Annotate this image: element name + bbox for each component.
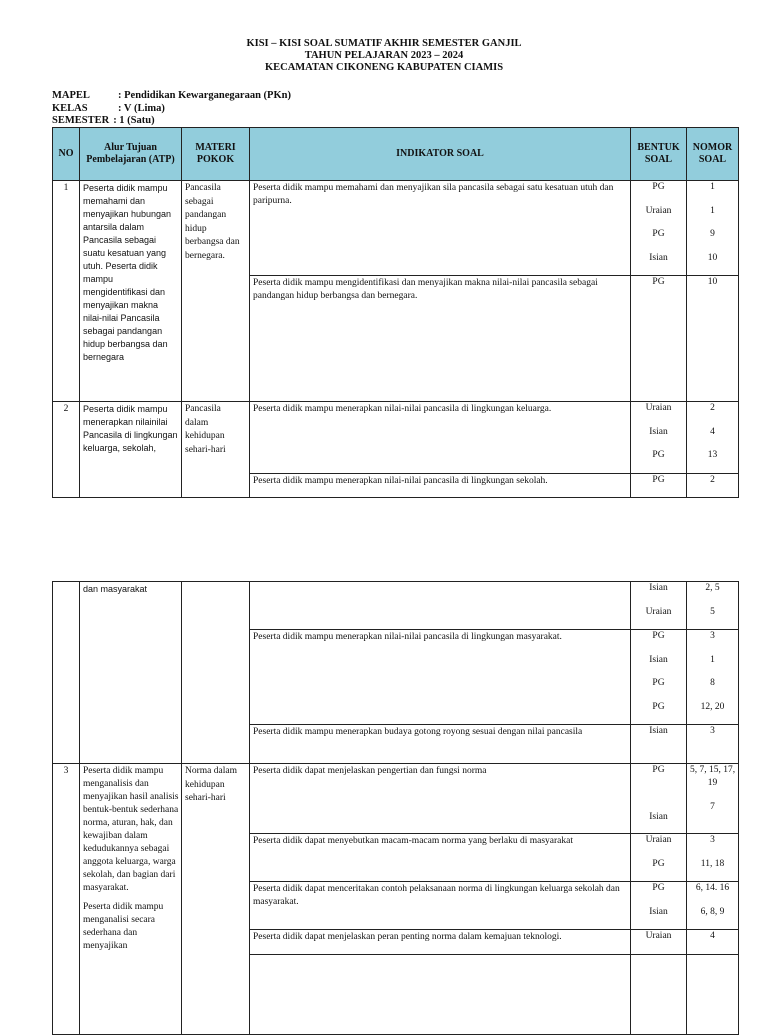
semester-label: SEMESTER <box>52 115 110 126</box>
bentuk-value: Isian <box>649 654 668 665</box>
nomor-cell <box>687 955 739 1035</box>
materi-cell: Pancasila dalam kehidupan sehari-hari <box>182 402 250 498</box>
nomor-value: 8 <box>710 678 715 688</box>
row-number: 3 <box>53 764 80 1035</box>
nomor-value: 1 <box>710 654 715 665</box>
atp-cell: Peserta didik mampu memahami dan menyajikan hubungan antarsila dalam Pancasila sebagai suatu kesatuan yang utuh. Peserta didik mampu mengidentifikasi dan menyajikan makna nilai-nilai Pancasila sebagai pandangan hidup berbangsa dan bernegara <box>80 181 182 402</box>
indicator-cell: Peserta didik mampu menerapkan nilai-nilai pancasila di lingkungan sekolah. <box>250 474 631 498</box>
nomor-cell: 3 <box>687 725 739 764</box>
bentuk-value: Uraian <box>645 403 672 413</box>
nomor-cell <box>687 402 739 474</box>
bentuk-value: Isian <box>649 583 668 593</box>
mapel-value: : Pendidikan Kewarganegaraan (PKn) <box>118 90 291 101</box>
atp-paragraph: Peserta didik mampu menganalisi secara sederhana dan menyajikan <box>83 902 164 951</box>
indicator-cell: Peserta didik mampu menerapkan budaya gotong royong sesuai dengan nilai pancasila <box>250 725 631 764</box>
bentuk-value: Isian <box>649 812 668 822</box>
col-indikator: INDIKATOR SOAL <box>250 128 631 181</box>
indicator-cell: Peserta didik mampu mengidentifikasi dan menyajikan makna nilai-nilai pancasila sebagai pandangan hidup berbangsa dan bernegara. <box>250 276 631 402</box>
table-row <box>53 582 739 630</box>
bentuk-value: PG <box>652 883 665 893</box>
nomor-value: 5 <box>710 606 715 617</box>
bentuk-value: Uraian <box>645 835 672 845</box>
subject-info <box>52 90 291 128</box>
nomor-cell <box>687 582 739 630</box>
nomor-value: 5, 7, 15, 17, 19 <box>689 765 736 788</box>
row-number: 1 <box>53 181 80 402</box>
row-number: 2 <box>53 402 80 498</box>
bentuk-cell <box>631 955 687 1035</box>
nomor-value: 2, 5 <box>705 583 720 593</box>
bentuk-value: PG <box>652 229 665 239</box>
nomor-cell <box>687 834 739 882</box>
atp-paragraph: Peserta didik mampu menganalisis dan menyajikan hasil analisis bentuk-bentuk sederhana norma, aturan, hak, dan kewajiban dalam kedudukannya sebagai anggota keluarga, warga sekolah, dan bagian dari masyarakat. <box>83 766 179 893</box>
nomor-cell: 2 <box>687 474 739 498</box>
table-row <box>53 402 739 474</box>
nomor-value: 12, 20 <box>700 701 725 712</box>
bentuk-cell <box>631 181 687 276</box>
indicator-cell: Peserta didik dapat menceritakan contoh pelaksanaan norma di lingkungan keluarga sekolah dan masyarakat. <box>250 882 631 930</box>
bentuk-cell: PG <box>631 474 687 498</box>
kelas-value: : V (Lima) <box>118 102 165 114</box>
bentuk-value: PG <box>652 631 665 641</box>
bentuk-value: PG <box>652 450 665 460</box>
nomor-cell <box>687 764 739 834</box>
indicator-cell: Peserta didik dapat menjelaskan peran penting norma dalam kemajuan teknologi. <box>250 930 631 955</box>
bentuk-value: PG <box>652 701 665 712</box>
nomor-cell <box>687 181 739 276</box>
materi-cell: Norma dalam kehidupan sehari-hari <box>182 764 250 1035</box>
bentuk-value: Isian <box>649 426 668 437</box>
nomor-value: 9 <box>710 229 715 239</box>
bentuk-value: Isian <box>649 252 668 263</box>
title-line-1: KISI – KISI SOAL SUMATIF AKHIR SEMESTER GANJIL <box>246 38 522 49</box>
nomor-value: 1 <box>710 205 715 216</box>
materi-cell: Pancasila sebagai pandangan hidup berbangsa dan bernegara. <box>182 181 250 402</box>
nomor-cell <box>687 882 739 930</box>
table-row <box>53 764 739 834</box>
col-no: NO <box>53 128 80 181</box>
col-nomor: NOMOR SOAL <box>687 128 739 181</box>
bentuk-value: PG <box>652 182 665 192</box>
nomor-value: 3 <box>710 631 715 641</box>
nomor-value: 3 <box>710 835 715 845</box>
nomor-cell <box>687 630 739 725</box>
nomor-value: 1 <box>710 182 715 192</box>
nomor-value: 11, 18 <box>700 858 725 869</box>
row-number <box>53 582 80 764</box>
kelas-label: KELAS <box>52 102 88 114</box>
nomor-cell: 10 <box>687 276 739 402</box>
document-header <box>0 38 768 74</box>
col-atp: Alur Tujuan Pembelajaran (ATP) <box>80 128 182 181</box>
bentuk-value: Uraian <box>645 606 672 617</box>
nomor-value: 2 <box>710 403 715 413</box>
bentuk-cell <box>631 402 687 474</box>
nomor-value: 7 <box>710 802 715 812</box>
materi-cell <box>182 582 250 764</box>
indicator-cell: Peserta didik mampu menerapkan nilai-nilai pancasila di lingkungan keluarga. <box>250 402 631 474</box>
kisi-table-page-2 <box>52 581 739 1035</box>
nomor-cell: 4 <box>687 930 739 955</box>
bentuk-cell: Uraian <box>631 930 687 955</box>
table-row <box>53 181 739 276</box>
indicator-cell: Peserta didik dapat menjelaskan pengertian dan fungsi norma <box>250 764 631 834</box>
col-materi: MATERI POKOK <box>182 128 250 181</box>
bentuk-value: PG <box>652 765 665 775</box>
nomor-value: 13 <box>707 450 718 460</box>
semester-value: : 1 (Satu) <box>113 115 155 126</box>
indicator-cell <box>250 582 631 630</box>
title-line-2: TAHUN PELAJARAN 2023 – 2024 <box>304 50 464 61</box>
col-bentuk: BENTUK SOAL <box>631 128 687 181</box>
atp-cell <box>80 764 182 1035</box>
title-line-3: KECAMATAN CIKONENG KABUPATEN CIAMIS <box>264 62 504 73</box>
indicator-cell: Peserta didik dapat menyebutkan macam-macam norma yang berlaku di masyarakat <box>250 834 631 882</box>
nomor-value: 10 <box>707 252 718 263</box>
nomor-value: 6, 14. 16 <box>695 883 730 893</box>
bentuk-value: PG <box>652 678 665 688</box>
nomor-value: 6, 8, 9 <box>700 906 725 917</box>
indicator-cell: Peserta didik mampu menerapkan nilai-nilai pancasila di lingkungan masyarakat. <box>250 630 631 725</box>
bentuk-cell <box>631 582 687 630</box>
bentuk-cell <box>631 764 687 834</box>
table-header-row <box>53 128 739 181</box>
bentuk-cell <box>631 630 687 725</box>
bentuk-cell <box>631 834 687 882</box>
mapel-label: MAPEL <box>52 90 90 101</box>
nomor-value: 4 <box>710 426 715 437</box>
bentuk-cell: PG <box>631 276 687 402</box>
bentuk-value: Isian <box>649 906 668 917</box>
bentuk-cell: Isian <box>631 725 687 764</box>
bentuk-value: Uraian <box>645 205 672 216</box>
bentuk-value: PG <box>652 858 665 869</box>
atp-cell: dan masyarakat <box>80 582 182 764</box>
indicator-cell <box>250 955 631 1035</box>
kisi-table-page-1 <box>52 127 739 498</box>
indicator-cell: Peserta didik mampu memahami dan menyajikan sila pancasila sebagai satu kesatuan utuh dan paripurna. <box>250 181 631 276</box>
bentuk-cell <box>631 882 687 930</box>
atp-cell: Peserta didik mampu menerapkan nilainilai Pancasila di lingkungan keluarga, sekolah, <box>80 402 182 498</box>
